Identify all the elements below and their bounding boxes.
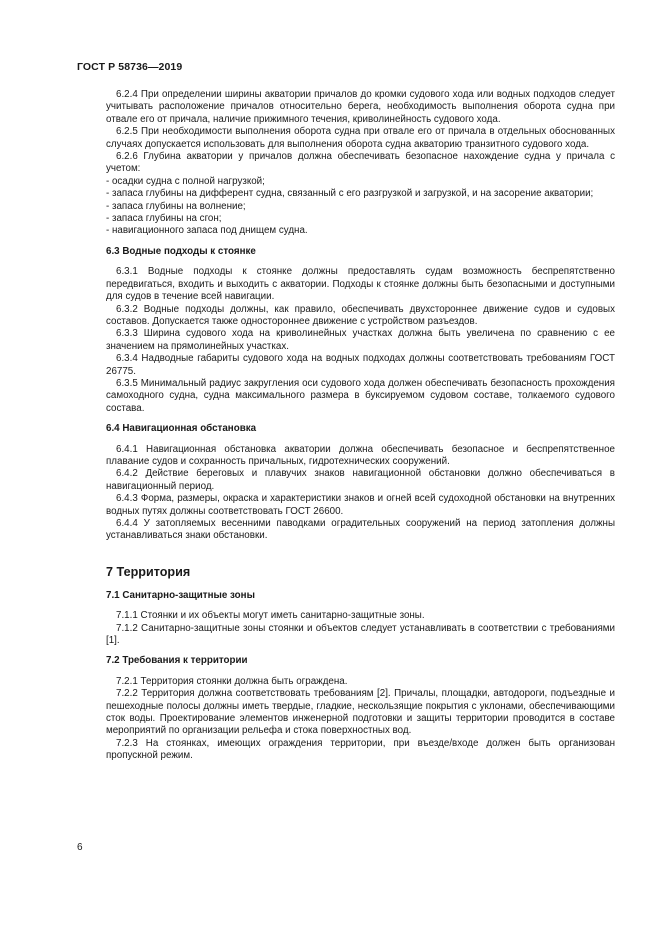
paragraph-6-4-4: 6.4.4 У затопляемых весенними паводками оградительных сооружений на период затопления должны устанавливаться знаки обстановки.	[106, 518, 615, 542]
paragraph-6-4-1: 6.4.1 Навигационная обстановка акватории должна обеспечивать безопасное и беспрепятственное плавание судов и сохранность причальных, гидротехнических сооружений.	[106, 443, 615, 467]
document-body	[106, 89, 615, 763]
section-heading-6-3: 6.3 Водные подходы к стоянке	[106, 245, 256, 257]
section-heading-7: 7 Территория	[106, 564, 191, 579]
paragraph-6-4-2: 6.4.2 Действие береговых и плавучих знаков навигационной обстановки должно обеспечиваться в навигационный период.	[106, 468, 615, 492]
paragraph-7-1-1: 7.1.1 Стоянки и их объекты могут иметь санитарно-защитные зоны.	[116, 610, 425, 622]
list-item: - запаса глубины на дифферент судна, связанный с его разгрузкой и загрузкой, и на засорение акватории;	[106, 188, 594, 200]
document-header: ГОСТ Р 58736—2019	[77, 61, 183, 73]
section-heading-7-2: 7.2 Требования к территории	[106, 655, 248, 667]
paragraph-6-2-6: 6.2.6 Глубина акватории у причалов должна обеспечивать безопасное нахождение судна у причала с учетом:	[106, 151, 615, 175]
paragraph-6-3-2: 6.3.2 Водные подходы должны, как правило, обеспечивать двухстороннее движение судов и судовых составов. Допускается также одностороннее движение с устройством разъездов.	[106, 303, 615, 327]
paragraph-7-2-3: 7.2.3 На стоянках, имеющих ограждения территории, при въезде/входе должен быть организован пропускной режим.	[106, 737, 615, 762]
paragraph-6-2-4: 6.2.4 При определении ширины акватории причалов до кромки судового хода или водных подходов следует учитывать расположение причалов относительно берега, необходимость выполнения оборота судна при отвале его от причала, наличие прижимного течения, криволинейность судового хода.	[106, 89, 615, 125]
section-heading-7-1: 7.1 Санитарно-защитные зоны	[106, 589, 255, 601]
paragraph-6-3-1: 6.3.1 Водные подходы к стоянке должны предоставлять судам возможность беспрепятственно передвигаться, входить и выходить с акватории. Подходы к стоянке должны быть безопасными и доступными для судов в течение всей навигации.	[106, 266, 615, 303]
paragraph-6-4-3: 6.4.3 Форма, размеры, окраска и характеристики знаков и огней всей судоходной обстановки на внутренних водных путях должны соответствовать ГОСТ 26600.	[106, 493, 615, 517]
list-item: - навигационного запаса под днищем судна.	[106, 225, 308, 237]
paragraph-7-2-2: 7.2.2 Территория должна соответствовать требованиям [2]. Причалы, площадки, автодороги, подъездные и пешеходные полосы должны иметь твердые, гладкие, нескользящие покрытия с уклонами, обеспечивающими сток воды. Проектирование элементов инженерной подготовки и защиты территории проводится в составе мероприятий по организации рельефа и стока поверхностных вод.	[106, 688, 615, 737]
page-number: 6	[77, 842, 83, 853]
paragraph-7-1-2: 7.1.2 Санитарно-защитные зоны стоянки и объектов следует устанавливать в соответствии с требованиями [1].	[106, 622, 615, 647]
paragraph-6-3-5: 6.3.5 Минимальный радиус закругления оси судового хода должен обеспечивать безопасность прохождения самоходного судна, судна максимального размера в буксируемом судовом составе, толкаемого судового состава.	[106, 377, 615, 414]
list-item: - запаса глубины на волнение;	[106, 200, 246, 212]
paragraph-7-2-1: 7.2.1 Территория стоянки должна быть ограждена.	[116, 675, 348, 687]
list-item: - запаса глубины на сгон;	[106, 213, 222, 225]
paragraph-6-3-4: 6.3.4 Надводные габариты судового хода на водных подходах должны соответствовать требованиям ГОСТ 26775.	[106, 353, 615, 377]
list-item: - осадки судна с полной нагрузкой;	[106, 175, 265, 187]
section-heading-6-4: 6.4 Навигационная обстановка	[106, 423, 257, 435]
paragraph-6-2-5: 6.2.5 При необходимости выполнения оборота судна при отвале его от причала в отдельных обоснованных случаях допускается использовать для выполнения оборота судна акваторию транзитного судового хода.	[106, 126, 615, 150]
paragraph-6-3-3: 6.3.3 Ширина судового хода на криволинейных участках должна быть увеличена по сравнению с ее значением на прямолинейных участках.	[106, 328, 615, 352]
